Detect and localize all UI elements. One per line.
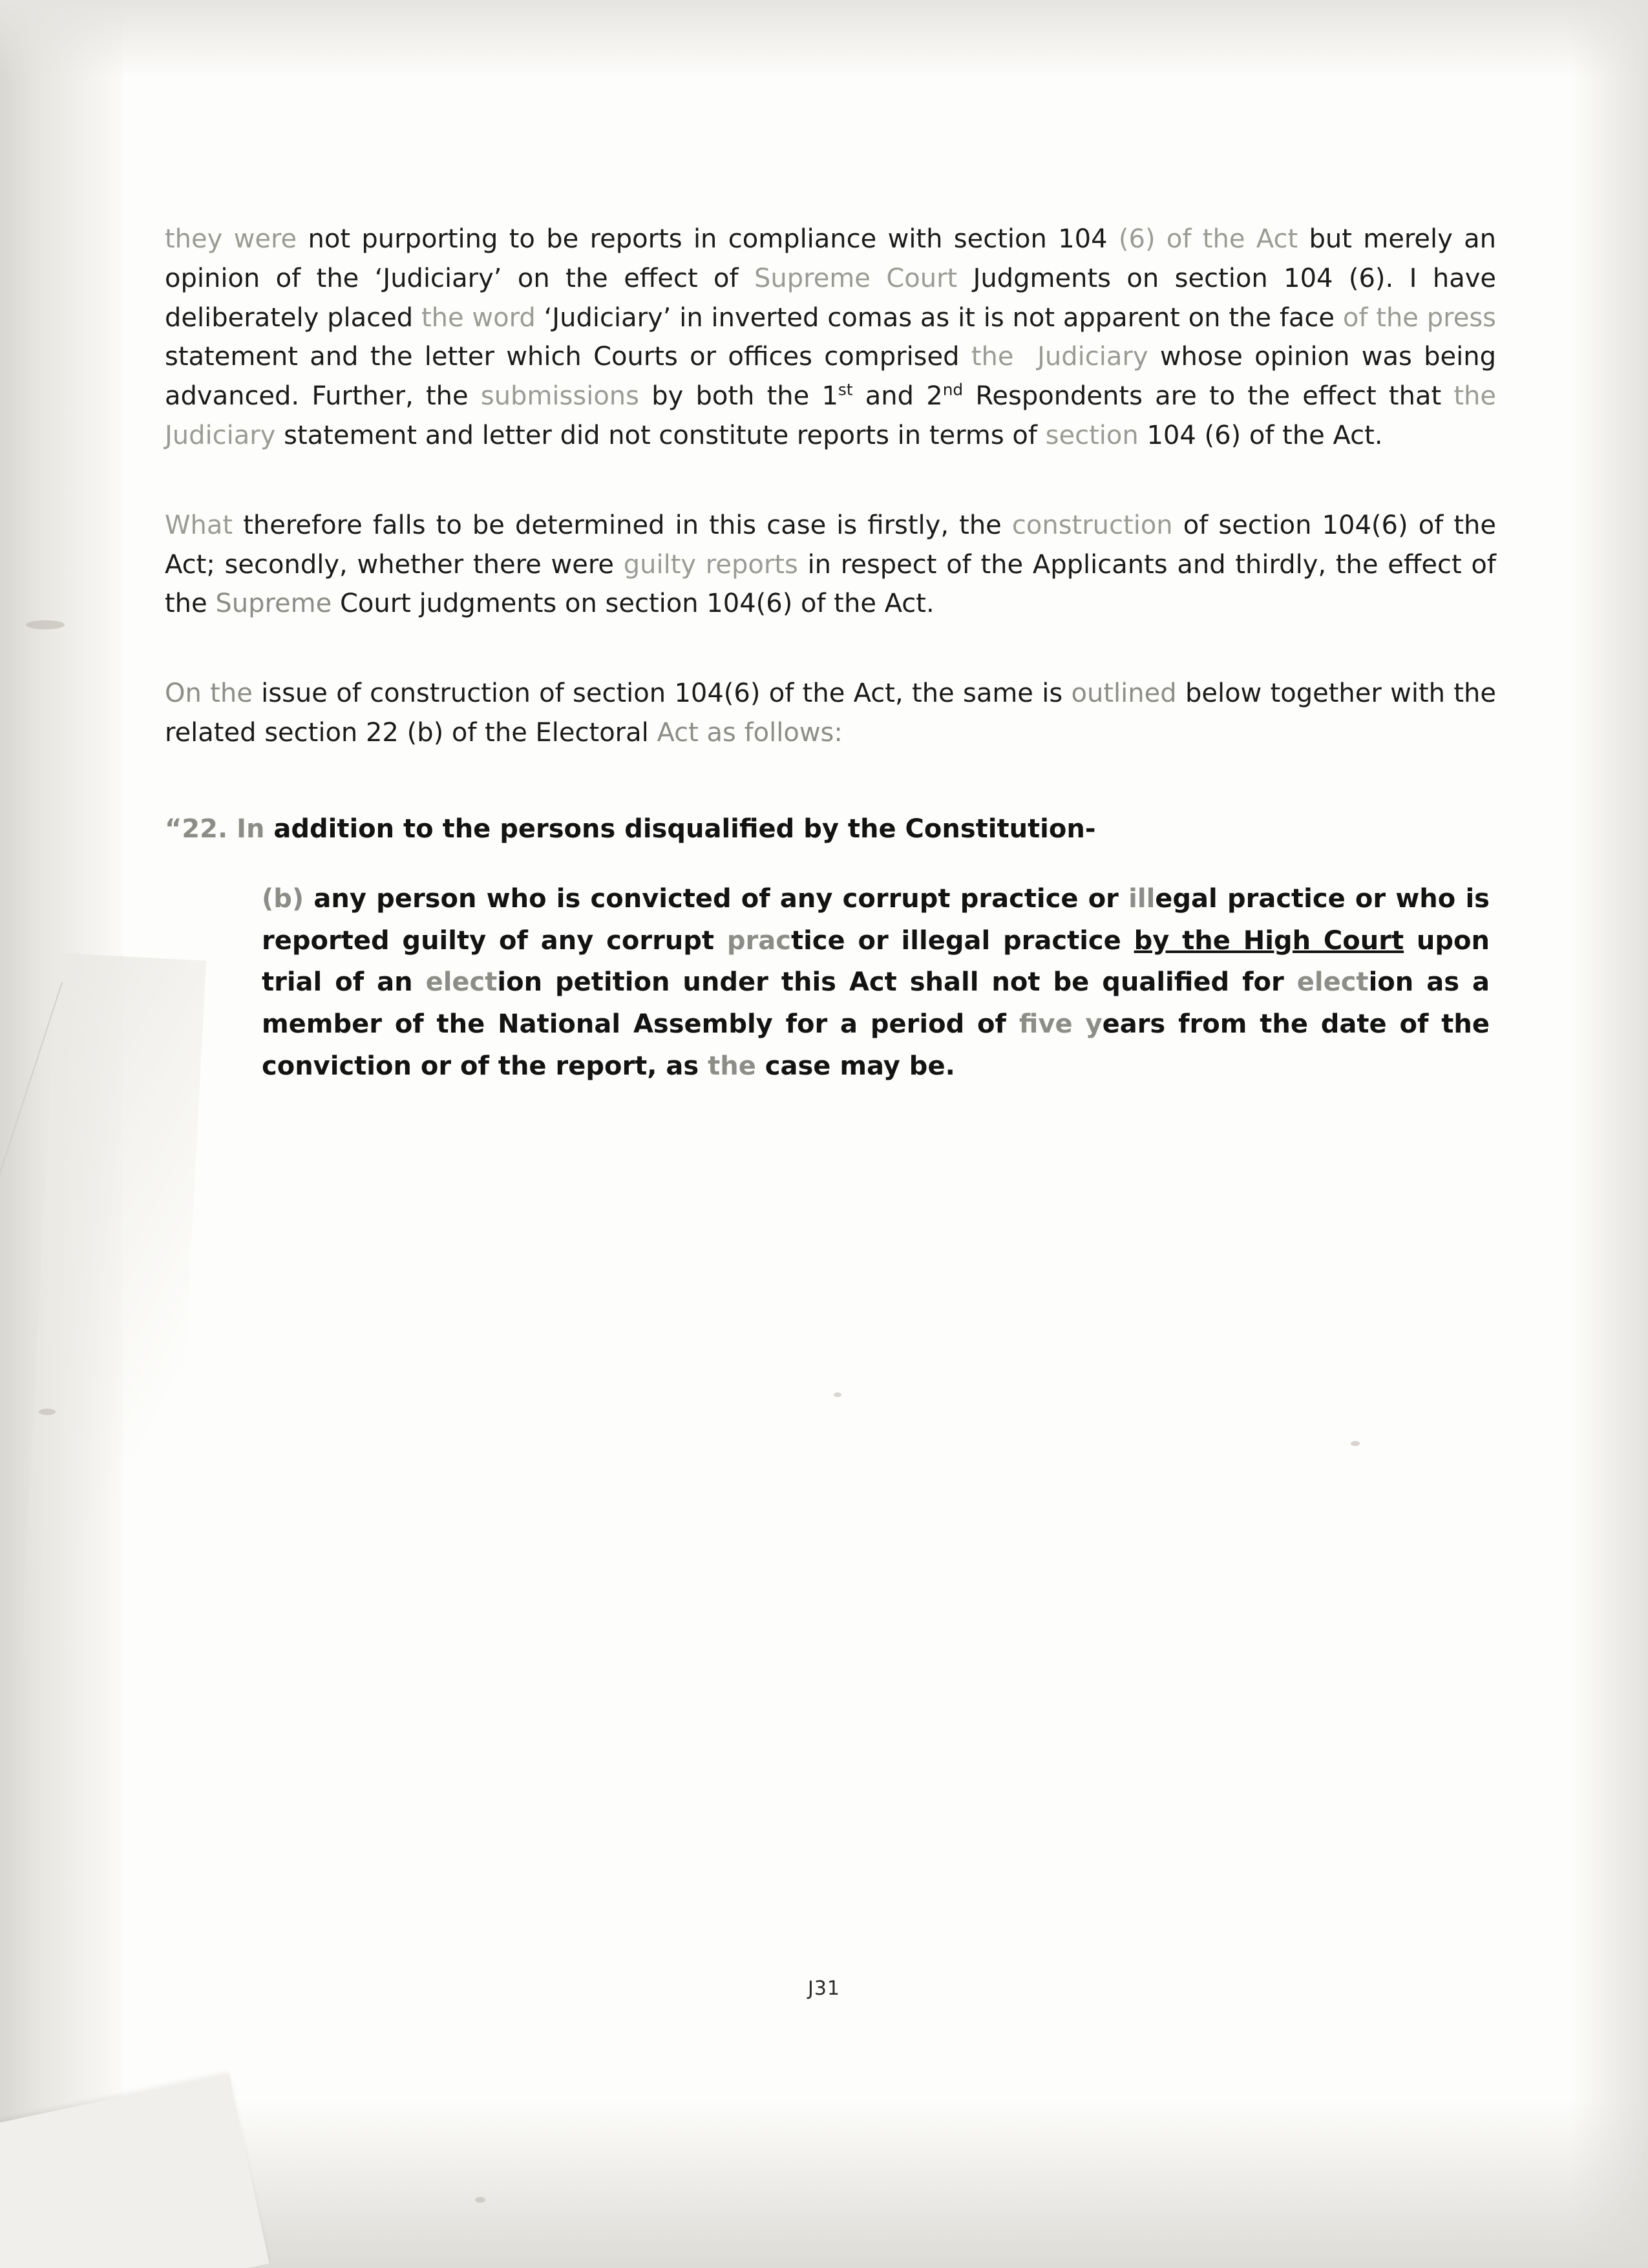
paragraph-1-segment: the Judiciary (165, 381, 1497, 450)
paragraph-1-segment: 104 (6) of the Act. (1146, 420, 1383, 450)
paragraph-1-segment: they were (165, 224, 308, 254)
quotation-body-text-2: egal practice or who is reported guilty of any corrupt (262, 883, 1490, 956)
paragraph-1-segment: statement and letter did not constitute reports in terms of (284, 420, 1046, 450)
scan-edge-shadow-left (0, 0, 123, 2268)
paragraph-1-segment: (6) of the Act (1118, 224, 1309, 254)
paragraph-2-segment: therefore falls to be determined in this case is firstly, the (243, 510, 1012, 540)
quotation-heading-text: addition to the persons disqualified by the Constitution- (273, 814, 1096, 844)
paragraph-3-segment: outlined (1071, 678, 1185, 709)
quotation-body-text-5: ion petition under this Act shall not be qualified for (497, 967, 1297, 998)
quotation-heading-prefix: “22. In (165, 814, 274, 844)
scan-edge-shadow-bottom (0, 2100, 1648, 2268)
quotation-body-faded-3: elect (425, 967, 498, 998)
quotation-body-marker: (b) (262, 883, 314, 914)
paragraph-3-segment: On the (165, 678, 262, 709)
quotation-body-text-8: case may be. (765, 1051, 955, 1081)
page-number: J31 (807, 1977, 841, 2000)
paragraph-1-segment: Judgments on section 104 (6). I have deliberately placed (165, 263, 1497, 333)
paragraph-2-segment: Supreme (215, 589, 340, 619)
scan-speck (26, 620, 65, 629)
paragraph-1-segment: not purporting to be reports in compliance with section 104 (308, 224, 1119, 254)
quotation-body-text-7: ears from the date of the conviction or of the report, as (262, 1009, 1490, 1081)
quotation-body-text-6: ion as a member of the National Assembly for a period of (262, 967, 1490, 1040)
paragraph-2-segment: Court judgments on section 104(6) of the Act. (339, 589, 935, 619)
quotation-body (262, 878, 1490, 1087)
paragraph-1-segment: whose opinion was being advanced. Further, the (165, 342, 1496, 412)
scan-edge-shadow-top (0, 0, 1648, 78)
paragraph-1-segment: ‘Judiciary’ in inverted comas as it is not apparent on the face (544, 302, 1343, 333)
quotation-body-text-4: upon trial of an (262, 925, 1490, 998)
quotation-body-faded-6: the (708, 1051, 765, 1081)
document-body (165, 220, 1496, 1087)
paragraph-2-segment: of section 104(6) of the Act; secondly, whether there were (165, 510, 1496, 580)
paragraph-3-segment: below together with the related section 22 (b) of the Electoral (165, 678, 1496, 748)
paragraph-1-segment: submissions (480, 381, 652, 412)
scan-speck (1351, 1441, 1360, 1446)
paragraph-1-segment: but merely an opinion of the ‘Judiciary’ on the effect of (165, 224, 1496, 293)
quotation-body-text-1: any person who is convicted of any corrupt practice or (313, 883, 1129, 914)
paragraph-1-segment: Supreme Court (754, 263, 973, 293)
paragraph-2-segment: construction (1011, 510, 1183, 540)
paragraph-1-segment: statement and the letter which Courts or offices comprised (165, 342, 971, 372)
paragraph-3-segment: Act as follows: (657, 717, 843, 748)
paper-corner-tear (0, 2074, 269, 2268)
quotation-body-faded-1: ill (1128, 883, 1156, 914)
quotation-body-text-3: tice or illegal practice (790, 925, 1134, 956)
paragraph-1-segment: the Judiciary (971, 342, 1160, 372)
paragraph-1 (165, 220, 1496, 456)
paragraph-2-segment: in respect of the Applicants and thirdly, the effect of the (165, 549, 1496, 619)
quotation-body-underlined: by the High Court (1134, 925, 1404, 956)
scan-speck (475, 2197, 485, 2203)
paragraph-2 (165, 506, 1496, 624)
scan-edge-shadow-right (1570, 0, 1648, 2268)
quotation-body-faded-2: prac (726, 925, 791, 956)
quotation-heading (165, 810, 1496, 848)
paragraph-1-segment: of the press (1342, 302, 1496, 333)
scan-speck (39, 1409, 56, 1415)
paragraph-1-segment: by both the 1st and 2nd Respondents are to the effect that (651, 380, 1454, 412)
scan-speck (834, 1392, 841, 1397)
paragraph-2-segment: guilty reports (623, 549, 808, 580)
paragraph-3-segment: issue of construction of section 104(6) of the Act, the same is (261, 678, 1072, 709)
paragraph-1-segment: the word (421, 302, 544, 333)
paragraph-2-segment: What (165, 510, 244, 540)
quotation-body-faded-4: elect (1296, 967, 1369, 998)
paragraph-3 (165, 674, 1496, 753)
paragraph-1-segment: section (1045, 420, 1147, 450)
quotation-body-faded-5: five y (1019, 1009, 1103, 1040)
